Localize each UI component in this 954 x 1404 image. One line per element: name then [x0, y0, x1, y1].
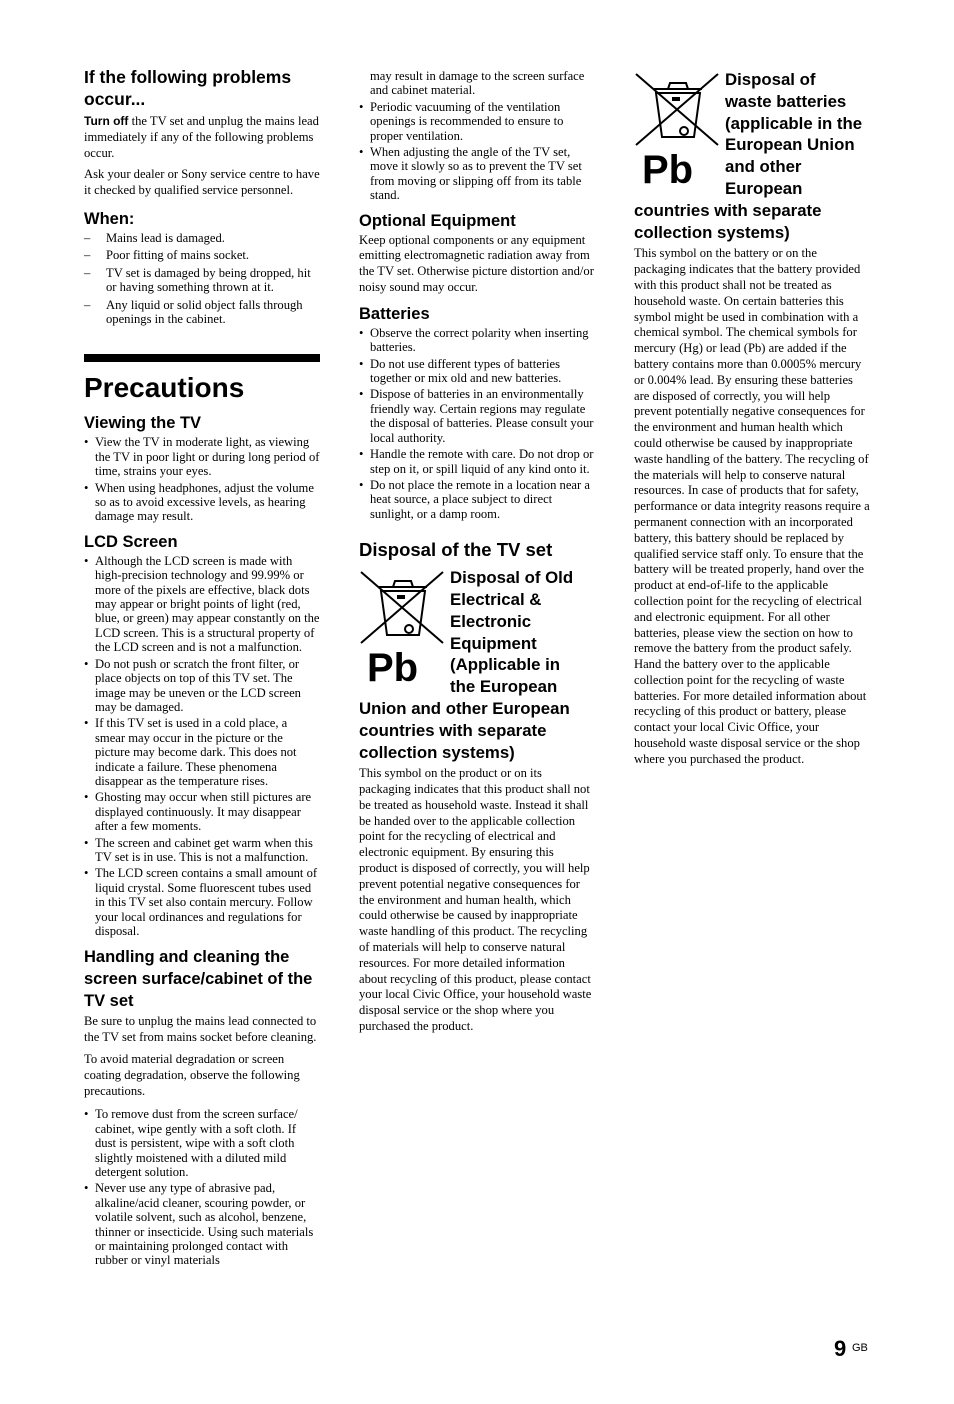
when-heading: When: — [84, 209, 135, 228]
weee-paragraph: This symbol on the product or on its packaging indicates that this product shall not be treated as household waste. Instead it shall be handed over to the applicable collection point for the recycling of electrical and electronic equipment. By ensuring this product is disposed of correctly, you will help prevent potential negative consequences for the environment and human health, which could otherwise be caused by inappropriate waste handling of this product. The recycling of materials will help to conserve natural resources. For more detailed information about recycling of this product, please contact your local Civic Office, your household waste disposal service or the shop where you purchased the product. — [359, 766, 592, 1034]
problems-paragraph-1 — [84, 114, 320, 161]
page-title: Precautions — [84, 372, 245, 404]
heading-line: and other — [725, 157, 802, 177]
page-number: 9 — [834, 1336, 847, 1361]
weee-heading-continued: Union and other European countries with separate collection systems) — [359, 698, 570, 762]
list-item: • When using headphones, adjust the volume so as to avoid excessive levels, as hearing damage may result. — [84, 481, 320, 524]
column-middle — [359, 69, 595, 1041]
list-item: • Dispose of batteries in an environmentally friendly way. Certain regions may regulate the disposal of batteries. Please consult your local authority. — [359, 387, 595, 445]
turn-off-lead: Turn off — [84, 114, 129, 128]
list-item: – Mains lead is damaged. — [84, 231, 320, 245]
heading-line: Electronic — [450, 611, 532, 631]
problems-heading: If the following problems occur... — [84, 67, 292, 109]
list-item: • When adjusting the angle of the TV set, move it slowly so as to prevent the TV set from moving or slipping off from its table stand. — [359, 145, 595, 203]
list-item: • Observe the correct polarity when inserting batteries. — [359, 326, 595, 355]
heading-line: Electrical & — [450, 589, 542, 609]
heading-line: (applicable in the — [725, 113, 863, 133]
handling-continued-list — [359, 69, 595, 203]
handling-paragraph-2: To avoid material degradation or screen coating degradation, observe the following precautions. — [84, 1052, 300, 1098]
list-item-continued: may result in damage to the screen surface and cabinet material. — [370, 69, 585, 98]
batteries-heading: Batteries — [359, 304, 430, 323]
list-item: • Handle the remote with care. Do not drop or step on it, or spill liquid of any kind onto it. — [359, 447, 595, 476]
list-item: • If this TV set is used in a cold place, a smear may occur in the picture or the picture may become dark. This does not indicate a failure. These phenomena disappear as the temperature rises. — [84, 716, 320, 788]
heading-line: Disposal of Old — [450, 568, 574, 588]
list-item: • Do not use different types of batteries together or mix old and new batteries. — [359, 357, 595, 386]
viewing-heading: Viewing the TV — [84, 414, 202, 433]
battery-block — [634, 69, 870, 200]
problems-paragraph-1-rest: the TV set and unplug the mains lead immediately if any of the following problems occur. — [84, 114, 319, 160]
batteries-list — [359, 326, 595, 521]
lcd-list — [84, 554, 320, 939]
weee-heading — [450, 567, 573, 698]
section-rule — [84, 354, 320, 362]
pb-symbol: Pb — [642, 148, 694, 189]
pb-symbol: Pb — [367, 646, 419, 688]
handling-paragraph-1: Be sure to unplug the mains lead connected to the TV set from mains socket before cleaning. — [84, 1014, 317, 1045]
problems-paragraph-2: Ask your dealer or Sony service centre to have it checked by qualified service personnel. — [84, 167, 320, 198]
handling-heading: Handling and cleaning the screen surface/cabinet of the TV set — [84, 948, 313, 1011]
list-item: • The LCD screen contains a small amount of liquid crystal. Some fluorescent tubes used in this TV set also contain mercury. Follow your local ordinances and regulations for disposal. — [84, 866, 320, 938]
list-item: • View the TV in moderate light, as viewing the TV in poor light or during long period of time, strains your eyes. — [84, 435, 320, 478]
list-item: • Periodic vacuuming of the ventilation openings is recommended to ensure to proper ventilation. — [359, 100, 595, 143]
heading-line: Disposal of — [725, 70, 816, 89]
crossed-bin-pb-icon — [359, 567, 450, 698]
optional-paragraph: Keep optional components or any equipment emitting electromagnetic radiation away from the TV set. Otherwise picture distortion and/or noisy sound may occur. — [359, 232, 594, 295]
handling-list — [84, 1107, 320, 1267]
column-left — [84, 66, 320, 1272]
lcd-heading: LCD Screen — [84, 532, 178, 551]
list-item: • Ghosting may occur when still pictures are displayed continuously. It may disappear after a few moments. — [84, 790, 320, 833]
crossed-bin-pb-icon — [634, 69, 725, 200]
list-item: – TV set is damaged by being dropped, hit or having something thrown at it. — [84, 266, 320, 295]
disposal-heading: Disposal of the TV set — [359, 539, 553, 561]
list-item: • Although the LCD screen is made with high-precision technology and 99.99% or more of the pixels are effective, black dots may appear or bright points of light (red, blue, or green) may appear constantly on the LCD screen. This is a structural property of the LCD screen and is not a malfunction. — [84, 554, 320, 655]
battery-paragraph: This symbol on the battery or on the packaging indicates that the battery provided with this product shall not be treated as household waste. On certain batteries this symbol might be used in combination with a chemical symbol. The chemical symbols for mercury (Hg) or lead (Pb) are added if the battery contains more than 0.0005% mercury or 0.004% lead. By ensuring these batteries are disposed of correctly, you will help prevent potentially negative consequences for the environment and human health which could otherwise be caused by inappropriate waste handling of the battery. The recycling of the materials will help to conserve natural resources. In case of products that for safety, performance or data integrity reasons require a permanent connection with an incorporated battery, this battery should be replaced by qualified service staff only. To ensure that the battery will be treated properly, hand over the product at end-of-life to the applicable collection point for the recycling of electrical and electronic equipment. For all other batteries, please view the section on how to remove the battery from the product safely. Hand the battery over to the applicable collection point for the recycling of waste batteries. For more detailed information about recycling of this product or battery, please contact your local Civic Office, your household waste disposal service or the shop where you purchased the product. — [634, 246, 870, 766]
viewing-list — [84, 435, 320, 523]
list-item: – Any liquid or solid object falls through openings in the cabinet. — [84, 298, 320, 327]
list-item: • Do not place the remote in a location near a heat source, a place subject to direct sunlight, or a damp room. — [359, 478, 595, 521]
battery-heading — [725, 69, 862, 200]
heading-line: waste batteries — [725, 91, 847, 111]
list-item: • The screen and cabinet get warm when this TV set is in use. This is not a malfunction. — [84, 836, 320, 865]
heading-line: (Applicable in — [450, 655, 561, 675]
heading-line: European Union — [725, 135, 855, 155]
list-item: • To remove dust from the screen surface/ cabinet, wipe gently with a soft cloth. If dust is persistent, wipe with a soft cloth slightly moistened with a diluted mild detergent solution. — [84, 1107, 320, 1179]
list-item: • Do not push or scratch the front filter, or place objects on top of this TV set. The image may be uneven or the LCD screen may be damaged. — [84, 657, 320, 715]
column-right — [634, 69, 870, 774]
weee-block — [359, 567, 595, 698]
heading-line: the European — [450, 677, 558, 697]
list-item: • Never use any type of abrasive pad, alkaline/acid cleaner, scouring powder, or volatile solvent, such as alcohol, benzene, thinner or insecticide. Using such materials or maintaining prolonged contact with rubber or vinyl materials — [84, 1181, 320, 1267]
heading-line: European — [725, 178, 803, 198]
heading-line: Equipment — [450, 633, 537, 653]
page-region-code: GB — [852, 1342, 868, 1354]
optional-heading: Optional Equipment — [359, 211, 516, 230]
when-list — [84, 231, 320, 326]
battery-heading-continued: countries with separate collection systems) — [634, 200, 822, 242]
list-item: – Poor fitting of mains socket. — [84, 248, 320, 262]
